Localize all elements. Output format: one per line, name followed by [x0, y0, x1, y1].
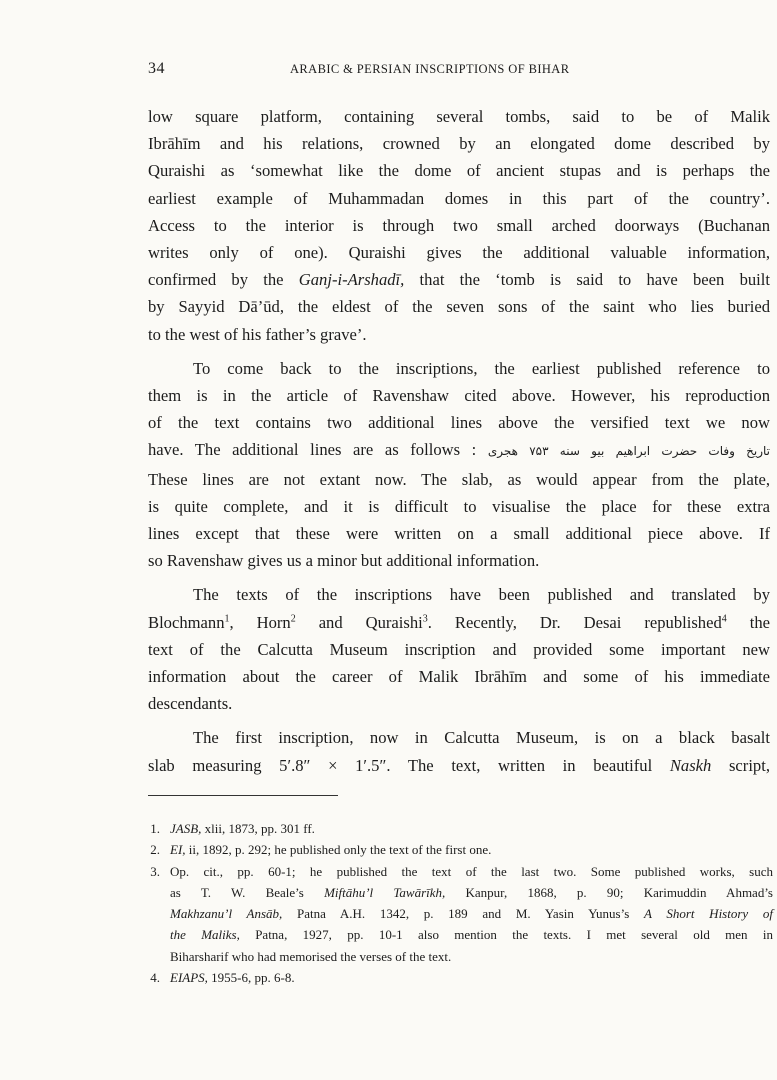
footnote-text: xlii, 1873, pp. 301 ff.: [201, 821, 315, 836]
footnote-line: [170, 903, 773, 924]
paragraph-4: [148, 724, 770, 778]
footnote-4: [148, 967, 773, 988]
paragraph-2: [148, 355, 770, 575]
body-text: [148, 103, 770, 779]
footnote-line: Biharsharif who had memorised the verses of the text.: [170, 948, 452, 964]
footnote-2: [148, 839, 773, 860]
text-segment: . Recently, Dr. Desai republished: [427, 612, 722, 632]
text-segment: that the ‘tomb is said to have been built: [404, 270, 770, 290]
text-line: so Ravenshaw gives us a minor but additional information.: [148, 551, 540, 571]
text-segment: confirmed by the: [148, 270, 299, 290]
text-segment: and Quraishi: [295, 612, 423, 632]
footnote-text: ii, 1892, p. 292; he published only the text of the first one.: [185, 842, 492, 858]
text-line: writes only of one). Quraishi gives the additional valuable information,: [148, 243, 770, 263]
text-line: lines except that these were written on a small additional piece above. If: [148, 524, 770, 544]
text-line: information about the career of Malik Ibrāhīm and some of his immediate: [148, 667, 770, 687]
text-line: Access to the interior is through two small arched doorways (Buchanan: [148, 215, 770, 235]
footnote-ref[interactable]: 1: [224, 613, 230, 625]
text-line: [148, 436, 770, 465]
footnote-divider: [148, 795, 338, 796]
footnote-ref[interactable]: 4: [721, 613, 727, 625]
italic-source: JASB,: [170, 821, 202, 836]
running-title: ARABIC & PERSIAN INSCRIPTIONS OF BIHAR: [290, 62, 570, 76]
footnote-text: Patna A.H. 1342, p. 189 and M. Yasin Yunus’s: [282, 906, 644, 922]
footnotes: [148, 818, 773, 988]
text-segment: script,: [711, 755, 770, 775]
footnote-number: 2.: [150, 842, 160, 858]
text-line: Ibrāhīm and his relations, crowned by an elongated dome described by: [148, 134, 770, 154]
text-line: text of the Calcutta Museum inscription and provided some important new: [148, 639, 770, 659]
page-header: [148, 60, 772, 82]
italic-source: Makhzanu’l Ansāb,: [170, 906, 283, 922]
italic-source: EIAPS,: [170, 970, 208, 986]
footnote-line: Op. cit., pp. 60-1; he published the text of the last two. Some published works, such: [170, 863, 773, 879]
footnote-number: 3.: [150, 863, 160, 879]
italic-term: Naskh: [669, 755, 712, 775]
text-segment: , Horn: [229, 612, 291, 632]
text-segment: have. The additional lines are as follows :: [148, 440, 488, 460]
text-line: of the text contains two additional lines above the versified text we now: [148, 413, 770, 433]
text-line: earliest example of Muhammadan domes in this part of the country’.: [148, 188, 770, 208]
italic-source: Miftāhu’l Tawārīkh,: [324, 884, 446, 900]
footnote-line: [170, 924, 773, 945]
footnote-3: [148, 861, 773, 967]
text-line: These lines are not extant now. The slab, as would appear from the plate,: [148, 469, 770, 489]
text-line: Quraishi as ‘somewhat like the dome of ancient stupas and is perhaps the: [148, 161, 770, 181]
text-segment: slab measuring 5′.8″ × 1′.5″. The text, written in beautiful: [148, 755, 670, 775]
text-line: by Sayyid Dā’ūd, the eldest of the seven sons of the saint who lies buried: [148, 297, 770, 317]
footnote-ref[interactable]: 2: [290, 613, 296, 625]
text-line: To come back to the inscriptions, the earliest published reference to: [193, 358, 770, 378]
italic-source: EI,: [170, 842, 186, 858]
text-line: to the west of his father’s grave’.: [148, 324, 367, 344]
page-number: 34: [148, 60, 165, 77]
footnote-line: [170, 882, 773, 903]
footnote-1: [148, 818, 773, 839]
text-segment: the: [726, 612, 771, 632]
italic-source: A Short History of: [643, 906, 773, 922]
paragraph-1: [148, 103, 770, 348]
footnote-text: as T. W. Beale’s: [170, 884, 325, 900]
footnote-text: 1955-6, pp. 6-8.: [207, 970, 295, 986]
text-line: [148, 266, 770, 293]
footnote-number: 1.: [150, 821, 160, 836]
text-line: [148, 752, 770, 779]
text-line: The first inscription, now in Calcutta Museum, is on a black basalt: [193, 728, 770, 748]
arabic-inscription-text: تاریخ وفات حضرت ابراهیم بیو سنه ۷۵۳ هجری: [487, 444, 771, 459]
text-line: The texts of the inscriptions have been published and translated by: [193, 585, 770, 605]
text-segment: Blochmann: [148, 612, 225, 632]
italic-title: Ganj-i-Arshadī,: [298, 270, 405, 290]
footnote-number: 4.: [150, 970, 160, 986]
footnote-text: Kanpur, 1868, p. 90; Karimuddin Ahmad’s: [445, 884, 773, 900]
text-line: [148, 609, 770, 636]
text-line: low square platform, containing several tombs, said to be of Malik: [148, 107, 770, 126]
text-line: descendants.: [148, 694, 233, 714]
paragraph-3: [148, 581, 770, 717]
footnote-ref[interactable]: 3: [422, 613, 428, 625]
italic-source: the Maliks,: [170, 927, 240, 943]
text-line: is quite complete, and it is difficult to visualise the place for these extra: [148, 496, 770, 516]
footnote-text: Patna, 1927, pp. 10-1 also mention the texts. I met several old men in: [239, 927, 773, 943]
text-line: them is in the article of Ravenshaw cited above. However, his reproduction: [148, 386, 770, 406]
